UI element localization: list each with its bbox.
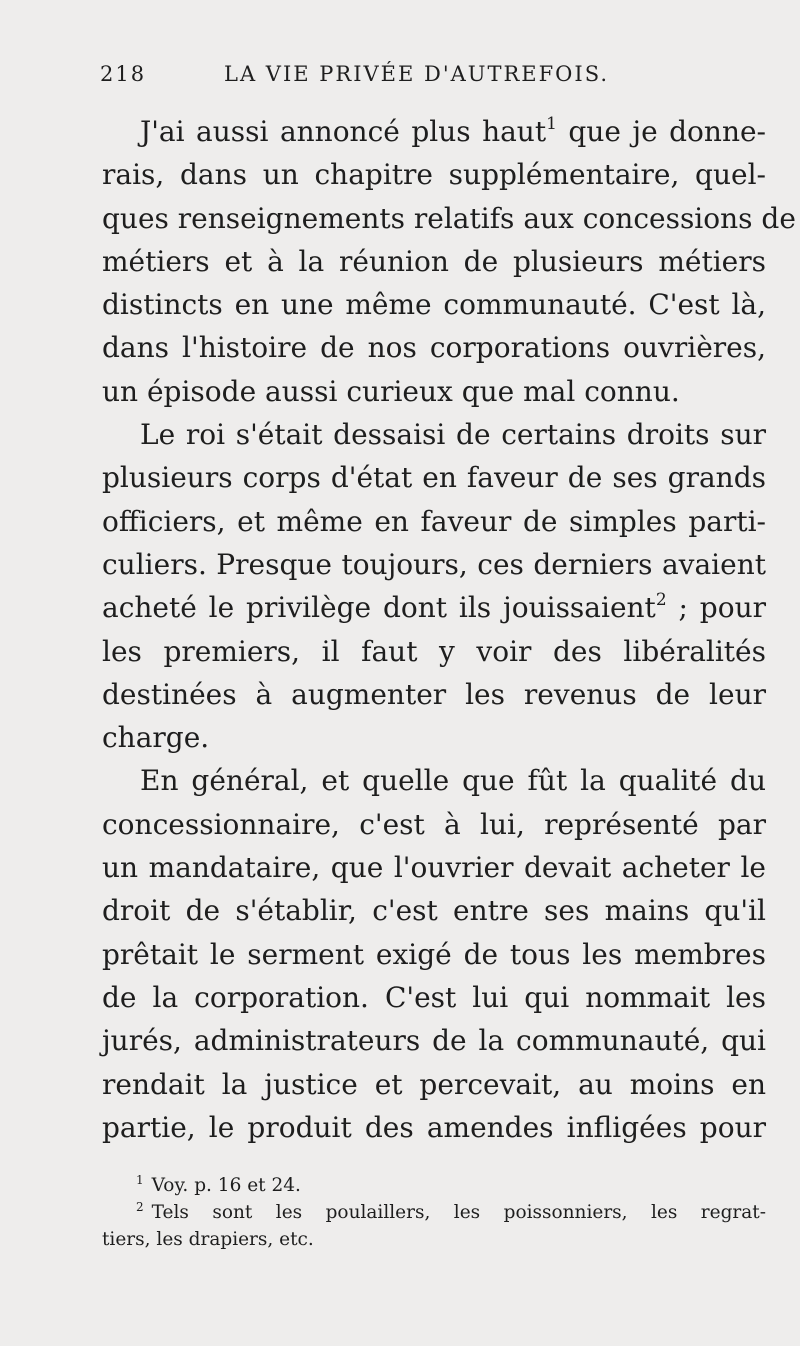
text-line: les premiers, il faut y voir des libéralités	[102, 634, 766, 668]
footnote-mark: 2	[136, 1200, 144, 1214]
text-line: distincts en une même communauté. C'est là,	[102, 288, 766, 322]
page-number: 218	[100, 62, 147, 86]
text-line: prêtait le serment exigé de tous les membres	[102, 937, 766, 971]
footnote-reference: 2	[655, 590, 667, 611]
text-line: plusieurs corps d'état en faveur de ses grands	[102, 461, 766, 495]
text-line: J'ai aussi annoncé plus haut$^1$ que je donne-	[140, 114, 767, 148]
text-line: partie, le produit des amendes infligées pour	[102, 1110, 766, 1144]
footnote-reference: 1	[546, 114, 557, 134]
text-line: officiers, et même en faveur de simples parti-	[102, 504, 766, 538]
footnote: $^2$ Tels sont les poulaillers, les poissonniers, les regrat-	[136, 1200, 766, 1223]
footnotes	[102, 1172, 766, 1253]
text-line: rendait la justice et percevait, au moins en	[102, 1067, 766, 1101]
footnote-continuation: tiers, les drapiers, etc.	[102, 1229, 314, 1250]
text-line: jurés, administrateurs de la communauté, qui	[102, 1024, 766, 1058]
text-line: charge.	[102, 721, 210, 755]
body-text	[102, 110, 796, 1149]
text-line: destinées à augmenter les revenus de leur	[102, 677, 766, 711]
text-line: rais, dans un chapitre supplémentaire, quel-	[102, 158, 766, 192]
text-line: Le roi s'était dessaisi de certains droits sur	[140, 418, 766, 452]
text-line: ques renseignements relatifs aux concessions de	[102, 201, 796, 235]
text-line: droit de s'établir, c'est entre ses mains qu'il	[102, 894, 766, 928]
footnote-mark: 1	[136, 1173, 144, 1187]
running-title: LA VIE PRIVÉE D'AUTREFOIS.	[224, 62, 610, 86]
text-line: un épisode aussi curieux que mal connu.	[102, 374, 680, 408]
footnote: $^1$ Voy. p. 16 et 24.	[136, 1173, 301, 1196]
text-line: un mandataire, que l'ouvrier devait acheter le	[102, 851, 766, 885]
text-line: concessionnaire, c'est à lui, représenté par	[102, 807, 766, 841]
text-line: En général, et quelle que fût la qualité du	[140, 764, 766, 798]
text-line: de la corporation. C'est lui qui nommait les	[102, 980, 766, 1014]
text-line: dans l'histoire de nos corporations ouvrières,	[102, 331, 766, 365]
running-head	[100, 56, 740, 92]
text-line: culiers. Presque toujours, ces derniers avaient	[102, 547, 766, 581]
text-line: métiers et à la réunion de plusieurs métiers	[102, 244, 766, 278]
text-line: acheté le privilège dont ils jouissaient$^2$ ; pour	[102, 590, 766, 625]
